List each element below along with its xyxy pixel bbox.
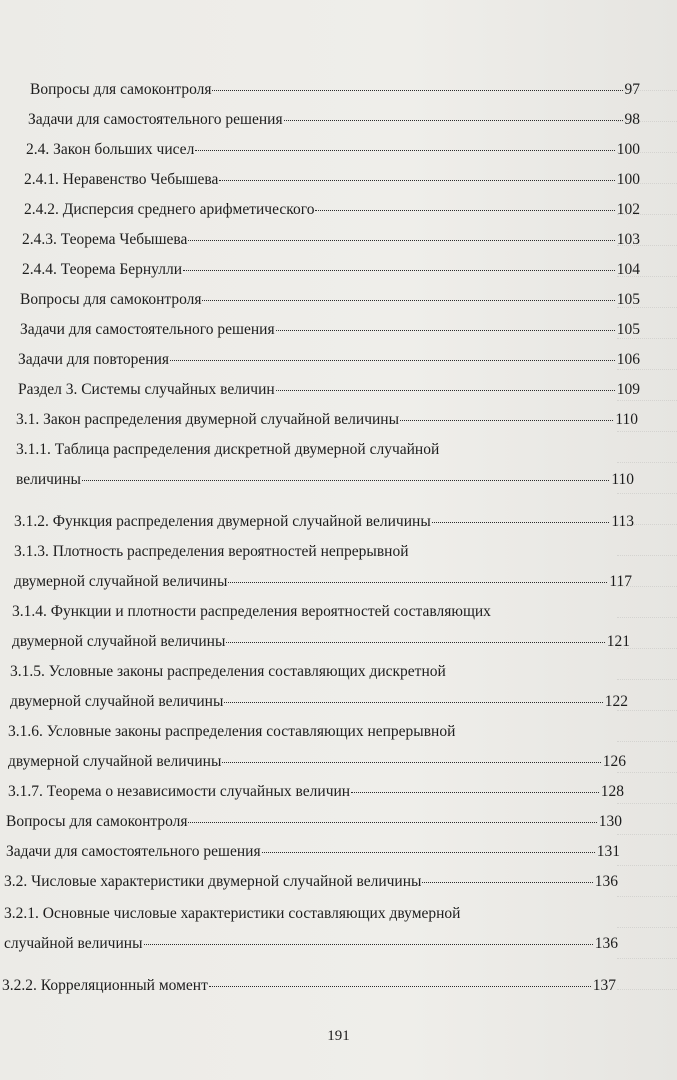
toc-entry-page: 130 — [598, 813, 622, 830]
toc-entry — [20, 318, 640, 341]
toc-entry — [22, 258, 640, 281]
toc-entry-page: 106 — [616, 351, 640, 368]
dot-leader — [228, 573, 607, 583]
toc-entry-title: Вопросы для самоконтроля — [30, 81, 212, 98]
toc-entry-title: 2.4.1. Неравенство Чебышева — [24, 171, 219, 188]
toc-entry-title: Вопросы для самоконтроля — [20, 291, 202, 308]
toc-entry-page: 110 — [611, 471, 634, 488]
dot-leader — [224, 693, 602, 703]
toc-entry — [12, 600, 630, 653]
toc-entry — [8, 720, 626, 773]
dot-leader — [284, 111, 623, 121]
toc-entry-title: Вопросы для самоконтроля — [6, 813, 188, 830]
dot-leader — [276, 321, 615, 331]
toc-entry-title: 3.2.1. Основные числовые характеристики составляющих двумерной — [4, 905, 461, 922]
toc-entry-page: 110 — [615, 411, 638, 428]
toc-entry — [14, 510, 634, 533]
toc-entry-title: 3.1.4. Функции и плотности распределения вероятностей составляющих — [12, 603, 491, 620]
toc-entry-page: 136 — [594, 935, 618, 952]
toc-entry-title: 2.4.3. Теорема Чебышева — [22, 231, 188, 248]
toc-entry-page: 98 — [624, 111, 640, 128]
toc-entry-title: двумерной случайной величины — [14, 573, 228, 590]
toc-entry — [4, 902, 618, 955]
toc-entry — [6, 840, 620, 863]
toc-entry — [20, 288, 640, 311]
toc-entry-title: Задачи для самостоятельного решения — [6, 843, 261, 860]
toc-entry — [10, 660, 628, 713]
toc-entry-title: 3.1.1. Таблица распределения дискретной двумерной случайной — [16, 441, 440, 458]
dot-leader — [226, 633, 604, 643]
toc-entry-title: Задачи для повторения — [18, 351, 170, 368]
toc-entry-title: Раздел 3. Системы случайных величин — [18, 381, 275, 398]
toc-entry-page: 137 — [592, 977, 616, 994]
toc-entry-page: 105 — [616, 291, 640, 308]
toc-entry — [14, 540, 632, 593]
toc-entry-page: 117 — [609, 573, 632, 590]
toc-entry — [30, 78, 640, 101]
dot-leader — [183, 261, 615, 271]
dot-leader — [262, 843, 595, 853]
toc-entry-title: 2.4.2. Дисперсия среднего арифметического — [24, 201, 315, 218]
toc-entry — [18, 378, 640, 401]
toc-entry-title: двумерной случайной величины — [10, 693, 224, 710]
toc-entry-title: двумерной случайной величины — [12, 633, 226, 650]
toc-entry-title: двумерной случайной величины — [8, 753, 222, 770]
dot-leader — [222, 753, 600, 763]
dot-leader — [209, 977, 591, 987]
toc-entry — [16, 408, 638, 431]
toc-entry-page: 103 — [616, 231, 640, 248]
toc-entry-page: 100 — [616, 171, 640, 188]
dot-leader — [188, 231, 614, 241]
toc-entry-page: 128 — [600, 783, 624, 800]
dot-leader — [170, 351, 615, 361]
toc-entry-title: 2.4. Закон больших чисел — [26, 141, 195, 158]
toc-entry — [26, 138, 640, 161]
toc-entry-page: 113 — [611, 513, 634, 530]
toc-entry — [18, 348, 640, 371]
toc-entry-title: 2.4.4. Теорема Бернулли — [22, 261, 183, 278]
page-number-footer: 191 — [327, 1028, 350, 1044]
dot-leader — [276, 381, 615, 391]
toc-entry-page: 122 — [604, 693, 628, 710]
dot-leader — [351, 783, 599, 793]
dot-leader — [202, 291, 614, 301]
dot-leader — [422, 873, 592, 883]
toc-entry-page: 105 — [616, 321, 640, 338]
toc-entry — [28, 108, 640, 131]
toc-entry-title: случайной величины — [4, 935, 143, 952]
toc-entry-page: 104 — [616, 261, 640, 278]
toc-entry — [6, 810, 622, 833]
toc-entry-title: 3.2.2. Корреляционный момент — [2, 977, 208, 994]
toc-entry-page: 100 — [616, 141, 640, 158]
toc-entry — [8, 780, 624, 803]
toc-entry-page: 102 — [616, 201, 640, 218]
toc-entry-title: 3.1.6. Условные законы распределения составляющих непрерывной — [8, 723, 456, 740]
toc-entry-page: 131 — [596, 843, 620, 860]
dot-leader — [400, 411, 613, 421]
toc-entry-title: Задачи для самостоятельного решения — [20, 321, 275, 338]
toc-entry-page: 121 — [606, 633, 630, 650]
toc-entry-page: 136 — [594, 873, 618, 890]
toc-entry-title: 3.1. Закон распределения двумерной случайной величины — [16, 411, 399, 428]
dot-leader — [432, 513, 610, 523]
toc-entry — [2, 974, 616, 997]
toc-entry-title: 3.1.5. Условные законы распределения составляющих дискретной — [10, 663, 446, 680]
dot-leader — [188, 813, 596, 823]
toc-entry — [4, 870, 618, 893]
toc-entry — [24, 168, 640, 191]
toc-entry-page: 126 — [602, 753, 626, 770]
dot-leader — [212, 81, 622, 91]
toc-entry-title: 3.2. Числовые характеристики двумерной случайной величины — [4, 873, 422, 890]
toc-entry — [16, 438, 634, 491]
dot-leader — [144, 935, 593, 945]
toc-entry-title: 3.1.3. Плотность распределения вероятностей непрерывной — [14, 543, 409, 560]
toc-entry — [22, 228, 640, 251]
toc-entry-title: 3.1.7. Теорема о независимости случайных величин — [8, 783, 351, 800]
dot-leader — [315, 201, 614, 211]
toc-entry-title: величины — [16, 471, 81, 488]
toc-entry — [24, 198, 640, 221]
toc-entry-page: 109 — [616, 381, 640, 398]
dot-leader — [82, 471, 609, 481]
dot-leader — [195, 141, 614, 151]
dot-leader — [219, 171, 614, 181]
toc-entry-title: Задачи для самостоятельного решения — [28, 111, 283, 128]
toc-entry-title: 3.1.2. Функция распределения двумерной случайной величины — [14, 513, 431, 530]
toc-entry-page: 97 — [624, 81, 640, 98]
